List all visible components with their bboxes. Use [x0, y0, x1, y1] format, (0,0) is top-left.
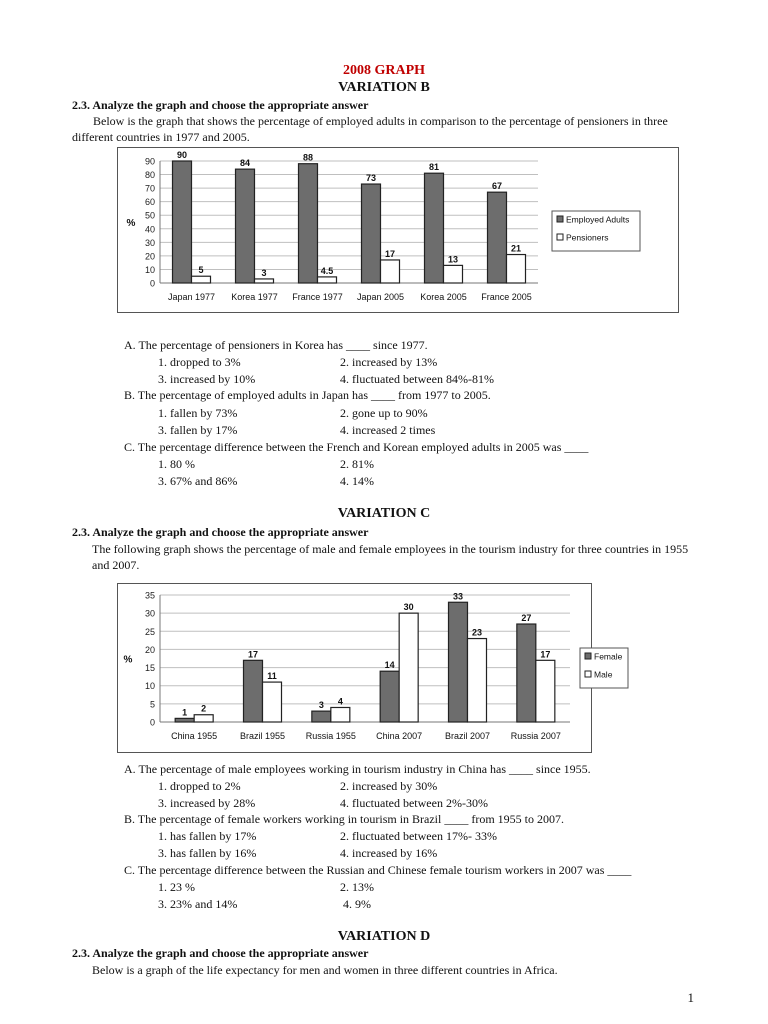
data-label: 17 — [540, 649, 551, 660]
data-label: 17 — [384, 248, 396, 259]
legend-label: Pensioners — [566, 232, 609, 243]
bar-male — [399, 613, 418, 722]
bar-pensioners — [444, 265, 463, 283]
vb-qc-option-3: 3. 67% and 86% — [158, 474, 238, 488]
bar-female — [175, 718, 194, 722]
y-tick-label: 0 — [149, 278, 155, 289]
y-tick-label: 50 — [144, 210, 155, 221]
y-tick-label: 60 — [144, 197, 155, 208]
chart-b — [118, 148, 678, 312]
bar-female — [312, 711, 331, 722]
x-tick-label: France 1977 — [292, 292, 343, 302]
vc-qc-option-3: 3. 23% and 14% — [158, 897, 238, 911]
vc-question-c: C. The percentage difference between the Russian and Chinese female tourism workers in 2007 was ____ — [124, 863, 632, 877]
data-label: 1 — [182, 707, 188, 718]
legend-label: Female — [594, 651, 623, 662]
bar-employed-adults — [362, 184, 381, 283]
data-label: 73 — [365, 173, 377, 184]
x-tick-label: Brazil 1955 — [239, 731, 286, 741]
bar-male — [263, 682, 282, 722]
vb-qa-option-2: 2. increased by 13% — [340, 355, 438, 369]
y-tick-label: 5 — [149, 699, 155, 710]
data-label: 33 — [452, 591, 464, 602]
y-tick-label: 10 — [144, 681, 155, 692]
data-label: 4 — [337, 696, 343, 707]
bar-employed-adults — [488, 192, 507, 283]
vc-qa-option-1: 1. dropped to 2% — [158, 779, 241, 793]
y-axis-label: % — [126, 218, 136, 229]
vc-qa-option-2: 2. increased by 30% — [340, 779, 438, 793]
vb-qb-option-4: 4. increased 2 times — [340, 423, 436, 437]
bar-female — [244, 660, 263, 722]
bar-female — [380, 671, 399, 722]
legend-swatch — [557, 216, 563, 222]
vb-qc-option-4: 4. 14% — [340, 474, 374, 488]
vc-question-a: A. The percentage of male employees working in tourism industry in China has ____ since 1955. — [124, 762, 591, 776]
x-tick-label: Korea 2005 — [420, 292, 467, 302]
y-tick-label: 40 — [144, 224, 155, 235]
x-tick-label: Russia 1955 — [305, 731, 356, 741]
data-label: 5 — [198, 265, 204, 276]
y-tick-label: 15 — [144, 663, 155, 674]
bar-employed-adults — [425, 173, 444, 283]
bar-male — [194, 715, 213, 722]
vb-qc-option-2: 2. 81% — [340, 457, 374, 471]
vc-qa-option-3: 3. increased by 28% — [158, 796, 256, 810]
data-label: 90 — [176, 150, 188, 160]
data-label: 13 — [447, 254, 459, 265]
variation-b-intro: Below is the graph that shows the percentage of employed adults in comparison to the percentage of pensioners in three different countries in 1977 and 2005. — [72, 114, 668, 144]
data-label: 2 — [201, 703, 207, 714]
x-tick-label: Japan 2005 — [356, 292, 405, 302]
bar-employed-adults — [299, 164, 318, 283]
vc-qa-option-4: 4. fluctuated between 2%-30% — [340, 796, 488, 810]
y-tick-label: 90 — [144, 156, 155, 167]
legend-swatch — [557, 234, 563, 240]
variation-d-task: 2.3. Analyze the graph and choose the appropriate answer — [72, 946, 369, 960]
data-label: 3 — [261, 267, 267, 278]
data-label: 3 — [318, 700, 324, 711]
x-tick-label: Brazil 2007 — [444, 731, 491, 741]
legend-label: Employed Adults — [566, 214, 630, 225]
data-label: 30 — [403, 602, 414, 613]
vc-qc-option-4: 4. 9% — [343, 897, 371, 911]
bar-male — [331, 707, 350, 722]
data-label: 11 — [267, 671, 277, 682]
y-tick-label: 80 — [144, 170, 155, 181]
data-label: 81 — [428, 162, 440, 173]
y-tick-label: 30 — [144, 237, 155, 248]
vc-qb-option-4: 4. increased by 16% — [340, 846, 438, 860]
vb-question-b: B. The percentage of employed adults in Japan has ____ from 1977 to 2005. — [124, 388, 491, 402]
vb-qb-option-2: 2. gone up to 90% — [340, 406, 428, 420]
y-tick-label: 20 — [144, 644, 155, 655]
y-tick-label: 30 — [144, 608, 155, 619]
data-label: 67 — [491, 181, 503, 192]
data-label: 21 — [510, 243, 522, 254]
vc-qb-option-2: 2. fluctuated between 17%- 33% — [340, 829, 497, 843]
x-tick-label: China 2007 — [376, 731, 423, 741]
variation-b-heading: VARIATION B — [338, 80, 430, 95]
vc-qb-option-1: 1. has fallen by 17% — [158, 829, 257, 843]
data-label: 14 — [384, 660, 395, 671]
y-tick-label: 25 — [144, 626, 155, 637]
document-title: 2008 GRAPH — [342, 63, 426, 78]
y-tick-label: 35 — [144, 590, 155, 601]
variation-d-heading: VARIATION D — [337, 929, 431, 944]
bar-male — [468, 639, 487, 722]
page-number: 1 — [687, 990, 694, 1005]
vb-question-a: A. The percentage of pensioners in Korea has ____ since 1977. — [124, 338, 428, 352]
data-label: 84 — [239, 158, 251, 169]
x-tick-label: Japan 1977 — [167, 292, 216, 302]
vb-qa-option-3: 3. increased by 10% — [158, 372, 256, 386]
data-label: 4.5 — [320, 265, 334, 276]
chart-b-frame — [117, 147, 679, 313]
variation-c-heading: VARIATION C — [337, 506, 431, 521]
bar-employed-adults — [173, 161, 192, 283]
x-tick-label: China 1955 — [171, 731, 218, 741]
y-tick-label: 10 — [144, 264, 155, 275]
vb-qa-option-1: 1. dropped to 3% — [158, 355, 241, 369]
legend-swatch — [585, 671, 591, 677]
legend-swatch — [585, 653, 591, 659]
data-label: 23 — [471, 627, 483, 638]
bar-pensioners — [507, 255, 526, 283]
y-tick-label: 0 — [149, 717, 155, 728]
bar-pensioners — [192, 276, 211, 283]
vb-qb-option-1: 1. fallen by 73% — [158, 406, 238, 420]
variation-c-task: 2.3. Analyze the graph and choose the appropriate answer — [72, 525, 369, 539]
data-label: 17 — [247, 649, 259, 660]
vb-qb-option-3: 3. fallen by 17% — [158, 423, 238, 437]
y-tick-label: 70 — [144, 183, 155, 194]
chart-c — [118, 584, 623, 752]
vb-question-c: C. The percentage difference between the French and Korean employed adults in 2005 was ____ — [124, 440, 589, 454]
y-axis-label: % — [123, 654, 133, 666]
data-label: 88 — [302, 152, 314, 163]
variation-d-intro: Below is a graph of the life expectancy for men and women in three different countries in Africa. — [92, 963, 558, 977]
legend-label: Male — [594, 669, 613, 680]
vc-qc-option-2: 2. 13% — [340, 880, 374, 894]
bar-pensioners — [381, 260, 400, 283]
vc-question-b: B. The percentage of female workers working in tourism in Brazil ____ from 1955 to 2007. — [124, 812, 565, 826]
x-tick-label: Korea 1977 — [231, 292, 278, 302]
bar-employed-adults — [236, 169, 255, 283]
vc-qb-option-3: 3. has fallen by 16% — [158, 846, 257, 860]
bar-male — [536, 660, 555, 722]
variation-c-intro: The following graph shows the percentage of male and female employees in the tourism industry for three countries in 1955 and 2007. — [92, 542, 689, 572]
x-tick-label: France 2005 — [481, 292, 532, 302]
x-tick-label: Russia 2007 — [510, 731, 561, 741]
vc-qc-option-1: 1. 23 % — [158, 880, 195, 894]
vb-qa-option-4: 4. fluctuated between 84%-81% — [340, 372, 494, 386]
bar-female — [449, 602, 468, 722]
data-label: 27 — [521, 613, 532, 624]
y-tick-label: 20 — [144, 251, 155, 262]
bar-pensioners — [255, 279, 274, 283]
chart-c-frame — [117, 583, 623, 753]
vb-qc-option-1: 1. 80 % — [158, 457, 195, 471]
bar-pensioners — [318, 277, 337, 283]
bar-female — [517, 624, 536, 722]
variation-b-task: 2.3. Analyze the graph and choose the appropriate answer — [72, 98, 369, 112]
